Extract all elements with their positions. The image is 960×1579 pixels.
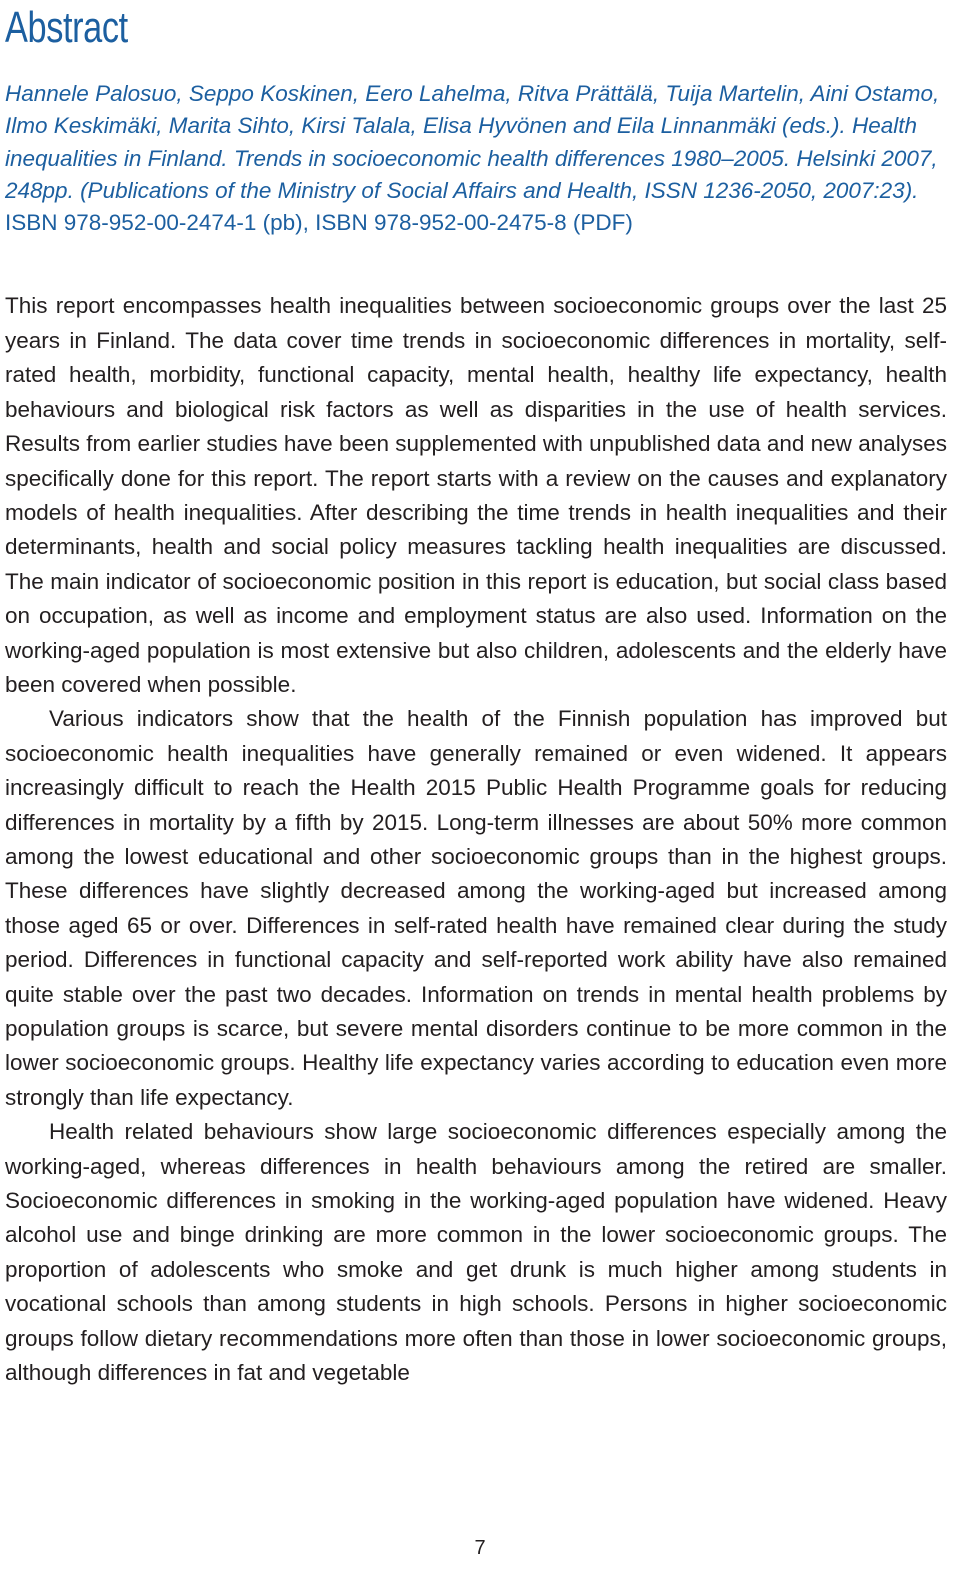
page-title: Abstract xyxy=(5,3,128,52)
paragraph-1: This report encompasses health inequalities between socioeconomic groups over the last 25 years in Finland. The data cover time trends in socioeconomic differences in mortality, self-rated health, morbidity, functional capacity, mental health, healthy life expectancy, health behaviours and biological risk factors as well as disparities in the use of health services. Results from earlier studies have been supplemented with unpublished data and new analyses specifically done for this report. The report starts with a review on the causes and explanatory models of health inequalities. After describing the time trends in health inequalities and their determinants, health and social policy measures tackling health inequalities are discussed. The main indicator of socioeconomic position in this report is education, but social class based on occupation, as well as income and employment status are also used. Information on the working-aged population is most extensive but also children, adolescents and the elderly have been covered when possible. xyxy=(5,293,947,697)
citation xyxy=(5,78,947,239)
citation-text: Hannele Palosuo, Seppo Koskinen, Eero Lahelma, Ritva Prättälä, Tuija Martelin, Aini Ostamo, Ilmo Keskimäki, Marita Sihto, Kirsi Talala, Elisa Hyvönen and Eila Linnanmäki (eds.). Health inequalities in Finland. Trends in socioeconomic health differences 1980–2005. Helsinki 2007, 248pp. (Publications of the Ministry of Social Affairs and Health, ISSN 1236-2050, 2007:23). xyxy=(5,81,940,203)
abstract-body xyxy=(5,289,947,1390)
citation-isbn: ISBN 978-952-00-2474-1 (pb), ISBN 978-952-00-2475-8 (PDF) xyxy=(5,210,633,236)
page-number: 7 xyxy=(474,1537,486,1559)
page-content xyxy=(5,0,947,1390)
paragraph-2: Various indicators show that the health of the Finnish population has improved but socioeconomic health inequalities have generally remained or even widened. It appears increasingly difficult to reach the Health 2015 Public Health Programme goals for reducing differences in mortality by a fifth by 2015. Long-term illnesses are about 50% more common among the lowest educational and other socioeconomic groups than in the highest groups. These differences have slightly decreased among the working-aged but increased among those aged 65 or over. Differences in self-rated health have remained clear during the study period. Differences in functional capacity and self-reported work ability have also remained quite stable over the past two decades. Information on trends in mental health problems by population groups is scarce, but severe mental disorders continue to be more common in the lower socioeconomic groups. Healthy life expectancy varies according to education even more strongly than life expectancy. xyxy=(5,706,947,1110)
paragraph-3: Health related behaviours show large socioeconomic differences especially among the working-aged, whereas differences in health behaviours among the retired are smaller. Socioeconomic differences in smoking in the working-aged population have widened. Heavy alcohol use and binge drinking are more common in the lower socioeconomic groups. The proportion of adolescents who smoke and get drunk is much higher among students in vocational schools than among students in high schools. Persons in higher socioeconomic groups follow dietary recommendations more often than those in lower socioeconomic groups, although differences in fat and vegetable xyxy=(5,1119,947,1386)
